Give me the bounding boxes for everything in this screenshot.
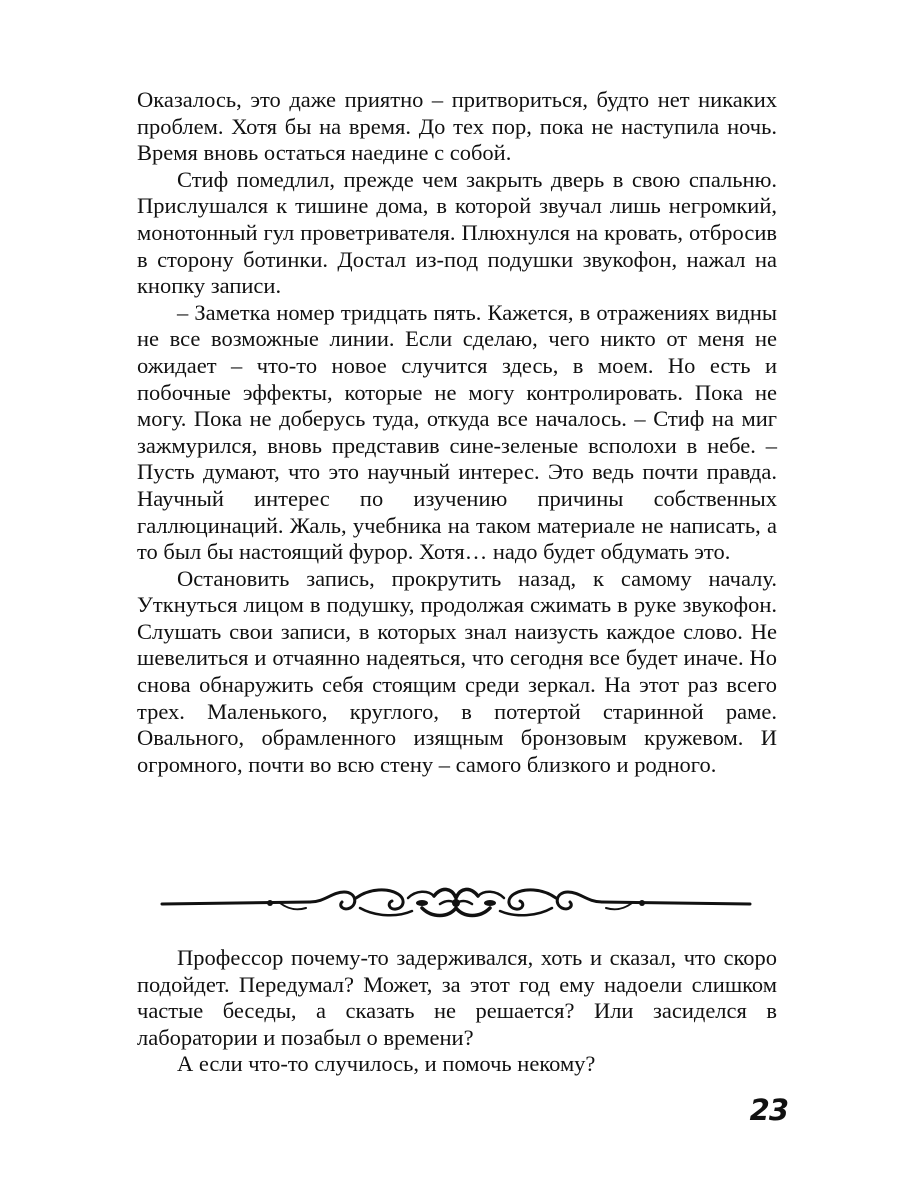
page-number: 23 [749,1093,788,1127]
text-block-top [137,87,777,778]
paragraph: – Заметка номер тридцать пять. Кажется, в отражениях видны не все возможные линии. Если сделаю, чего никто от меня не ожидает – что-то новое случится здесь, в моем. Но есть и побочные эффекты, которые не могу контролировать. Пока не могу. Пока не доберусь туда, откуда все началось. – Стиф на миг зажмурился, вновь представив сине-зеленые всполохи в небе. – Пусть думают, что это научный интерес. Это ведь почти правда. Научный интерес по изучению причины собственных галлюцинаций. Жаль, учебника на таком материале не написать, а то был бы настоящий фурор. Хотя… надо будет обдумать это. [137,299,777,565]
paragraph: А если что-то случилось, и помочь некому? [177,1051,596,1077]
scroll-divider-icon [160,878,752,928]
text-block-bottom [137,945,777,1078]
paragraph: Стиф помедлил, прежде чем закрыть дверь в свою спальню. Прислушался к тишине дома, в которой звучал лишь негромкий, монотонный гул проветривателя. Плюхнулся на кровать, отбросив в сторону ботинки. Достал из-под подушки звукофон, нажал на кнопку записи. [137,166,777,299]
paragraph: Профессор почему-то задерживался, хоть и сказал, что скоро подойдет. Передумал? Может, за этот год ему надоели слишком частые беседы, а сказать не решается? Или засиделся в лаборатории и позабыл о времени? [137,945,777,1050]
paragraph: Оказалось, это даже приятно – притвориться, будто нет никаких проблем. Хотя бы на время. До тех пор, пока не наступила ночь. Время вновь остаться наедине с собой. [137,87,777,166]
paragraph: Остановить запись, прокрутить назад, к самому началу. Уткнуться лицом в подушку, продолжая сжимать в руке звукофон. Слушать свои записи, в которых знал наизусть каждое слово. Не шевелиться и отчаянно надеяться, что сегодня все будет иначе. Но снова обнаружить себя стоящим среди зеркал. На этот раз всего трех. Маленького, круглого, в потертой старинной раме. Овального, обрамленного изящным бронзовым кружевом. И огромного, почти во всю стену – самого близкого и родного. [137,565,777,777]
